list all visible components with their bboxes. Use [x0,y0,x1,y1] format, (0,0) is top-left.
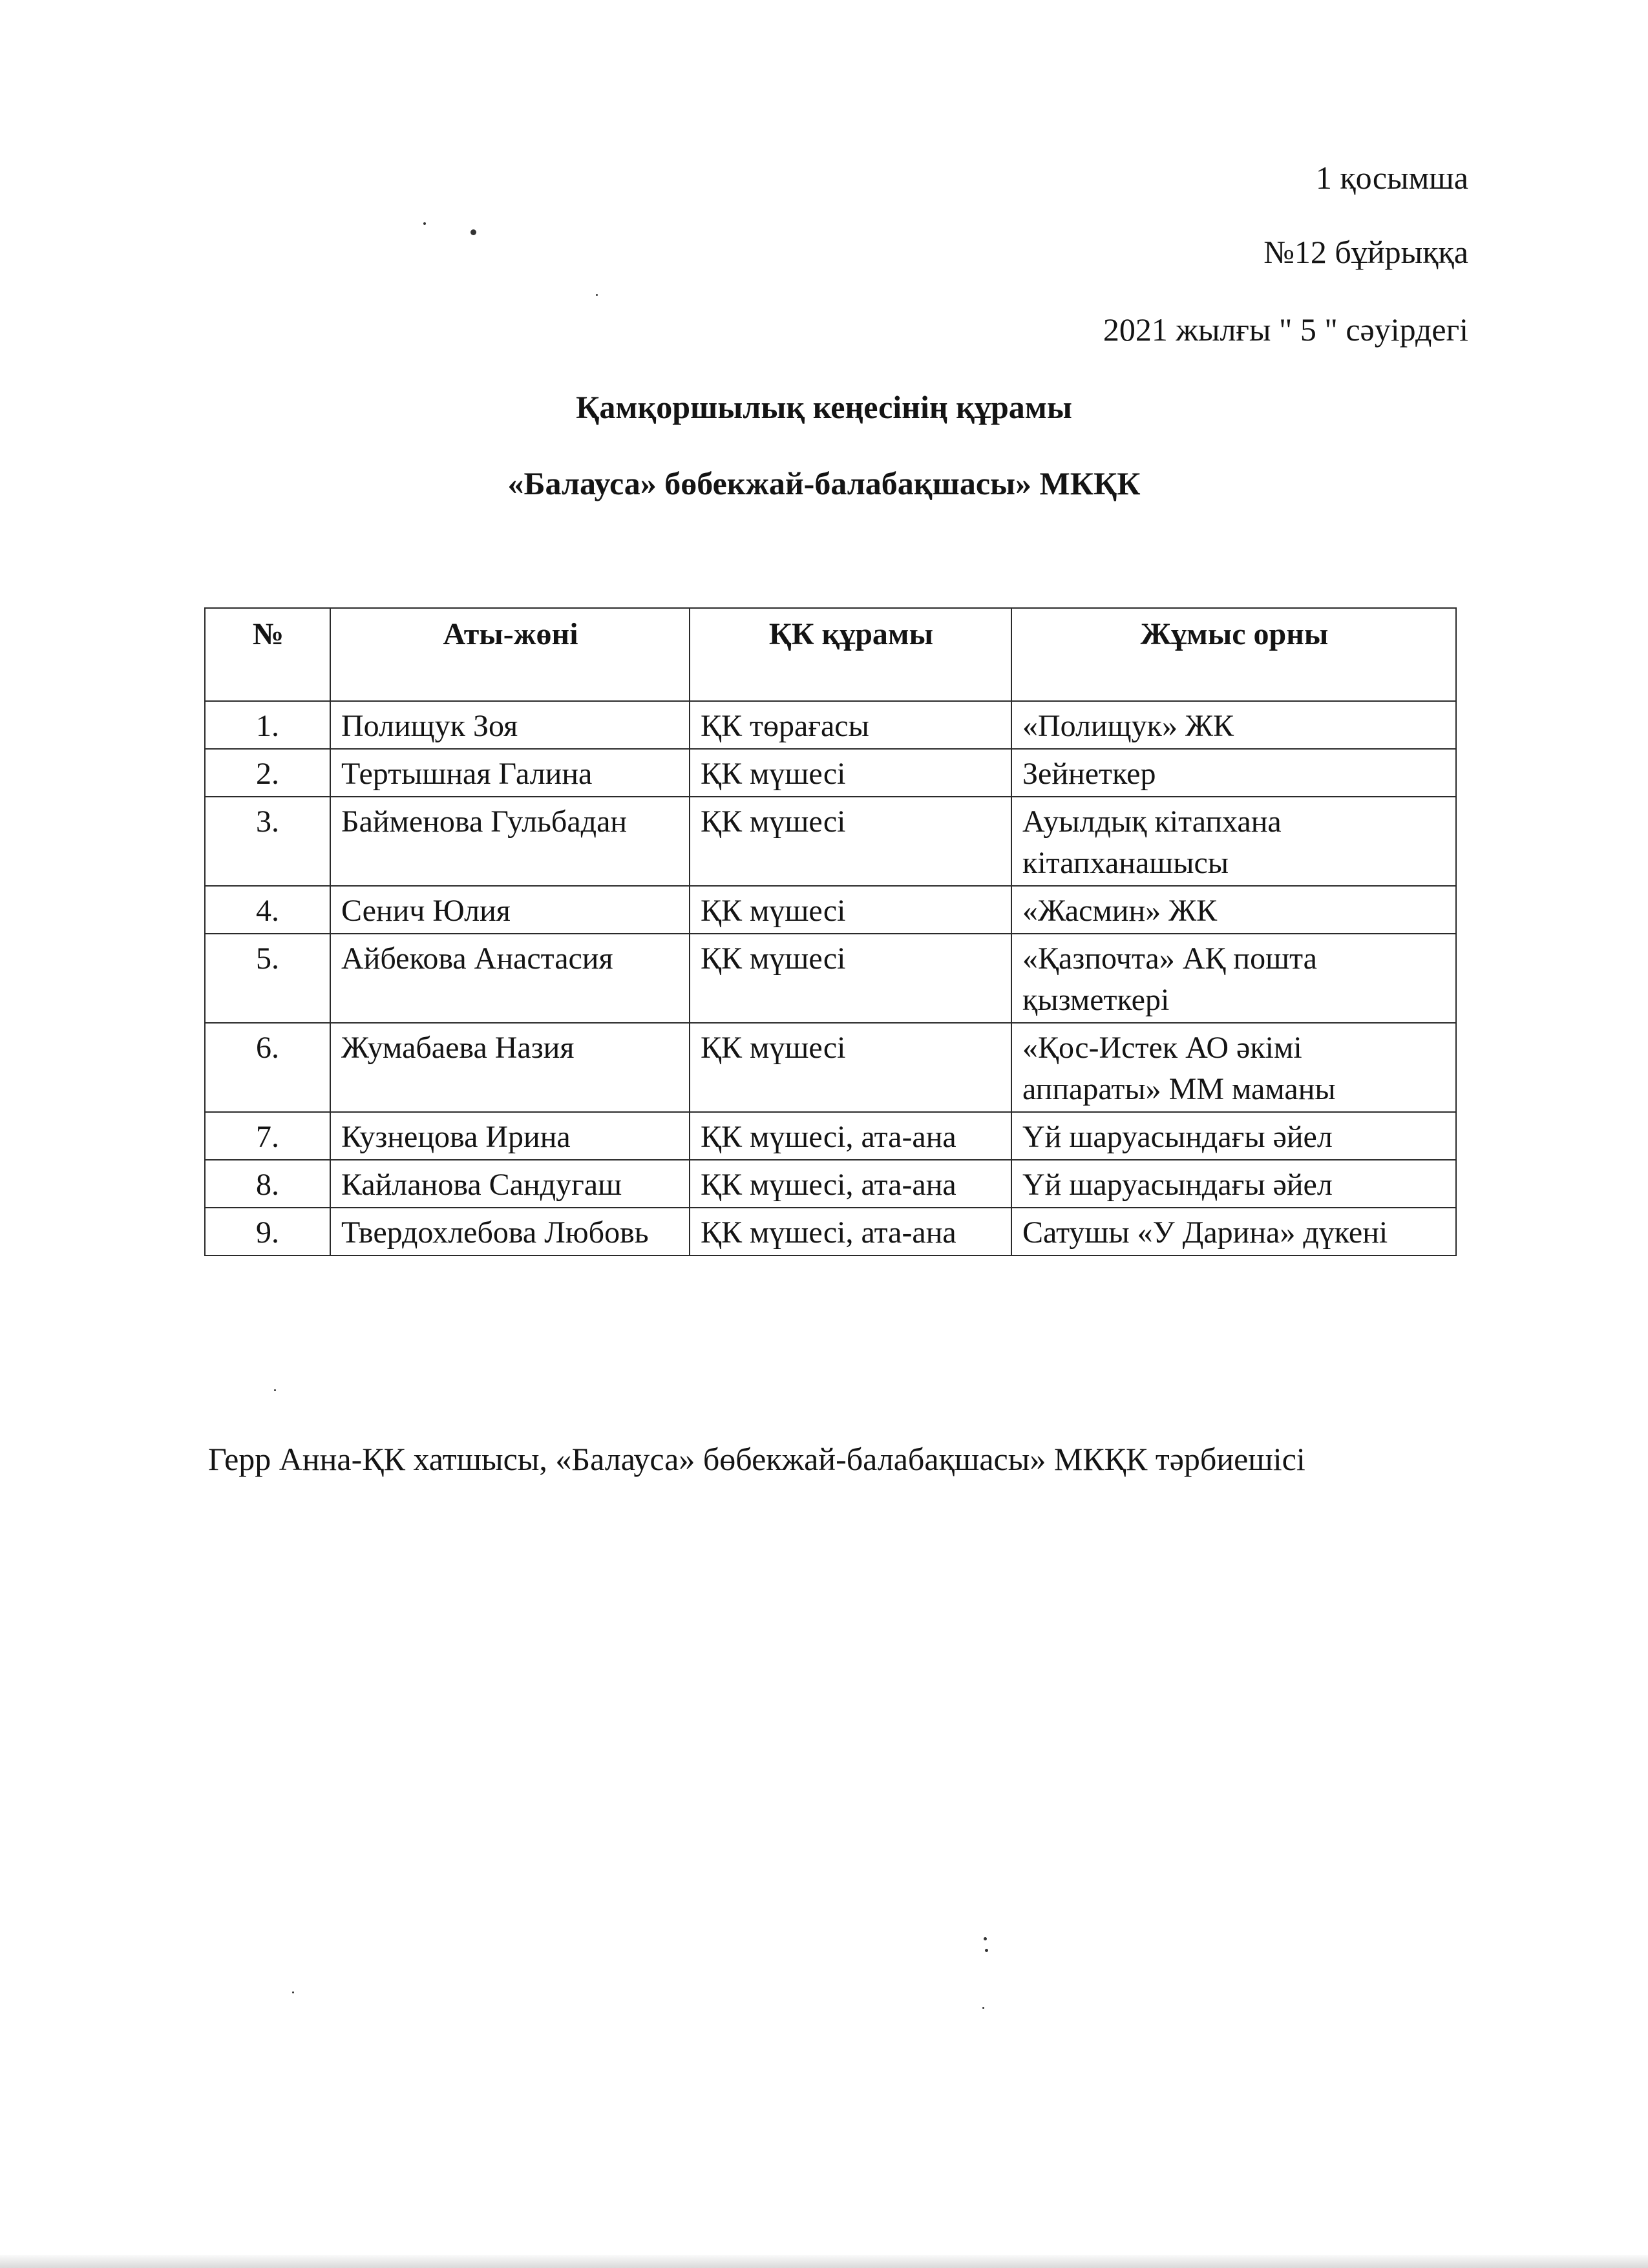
header-workplace: Жұмыс орны [1011,608,1456,701]
scan-speck [470,229,476,235]
cell-num: 1. [205,701,330,749]
cell-name: Айбекова Анастасия [330,934,690,1023]
cell-num: 8. [205,1160,330,1208]
organization-title: «Балауса» бөбекжай-балабақшасы» МКҚК [507,465,1141,501]
cell-name: Твердохлебова Любовь [330,1208,690,1255]
cell-num: 5. [205,934,330,1023]
cell-role: ҚК мүшесі, ата-ана [690,1208,1011,1255]
secretary-note: Герр Анна-ҚК хатшысы, «Балауса» бөбекжай-балабақшасы» МКҚК тәрбиешісі [208,1441,1305,1477]
cell-workplace: Ауылдық кітапхана кітапханашысы [1011,797,1456,886]
table-row [205,701,1456,749]
cell-num: 3. [205,797,330,886]
table-row [205,1160,1456,1208]
table-row [205,749,1456,797]
cell-role: ҚК мүшесі [690,797,1011,886]
cell-name: Кузнецова Ирина [330,1112,690,1160]
table-row [205,1023,1456,1112]
appendix-label: 1 қосымша [1315,160,1468,196]
table-row [205,1112,1456,1160]
cell-workplace: «Қос-Истек АО әкімі аппараты» ММ маманы [1011,1023,1456,1112]
cell-role: ҚК мүшесі [690,934,1011,1023]
document-title: Қамқоршылық кеңесінің құрамы [576,389,1072,425]
cell-name: Байменова Гульбадан [330,797,690,886]
header-name: Аты-жөні [330,608,690,701]
scan-bottom-edge [0,2255,1648,2268]
scan-speck [596,294,598,296]
cell-workplace: Үй шаруасындағы әйел [1011,1112,1456,1160]
cell-workplace: «Қазпочта» АҚ пошта қызметкері [1011,934,1456,1023]
cell-name: Сенич Юлия [330,886,690,934]
cell-role: ҚК төрағасы [690,701,1011,749]
cell-workplace: «Полищук» ЖК [1011,701,1456,749]
cell-num: 2. [205,749,330,797]
cell-role: ҚК мүшесі [690,886,1011,934]
scan-speck [985,1949,988,1952]
scan-speck [274,1389,276,1391]
cell-name: Тертышная Галина [330,749,690,797]
cell-role: ҚК мүшесі, ата-ана [690,1160,1011,1208]
council-members-table [204,607,1457,1256]
cell-num: 4. [205,886,330,934]
scan-speck [423,222,426,225]
table-row [205,934,1456,1023]
order-number: №12 бұйрыққа [1263,234,1468,270]
table-header-row [205,608,1456,701]
table-body [205,701,1456,1255]
table-row [205,797,1456,886]
cell-name: Жумабаева Назия [330,1023,690,1112]
cell-role: ҚК мүшесі [690,1023,1011,1112]
scan-speck [982,2007,984,2009]
scan-speck [984,1937,987,1940]
table-row [205,1208,1456,1255]
cell-workplace: Зейнеткер [1011,749,1456,797]
cell-num: 9. [205,1208,330,1255]
header-number: № [205,608,330,701]
order-date: 2021 жылғы " 5 " сәуірдегі [1103,311,1468,348]
cell-workplace: Үй шаруасындағы әйел [1011,1160,1456,1208]
header-role: ҚК құрамы [690,608,1011,701]
cell-workplace: «Жасмин» ЖК [1011,886,1456,934]
cell-workplace: Сатушы «У Дарина» дүкені [1011,1208,1456,1255]
scan-speck [292,1991,294,1993]
cell-num: 7. [205,1112,330,1160]
cell-num: 6. [205,1023,330,1112]
table-row [205,886,1456,934]
cell-name: Полищук Зоя [330,701,690,749]
cell-role: ҚК мүшесі, ата-ана [690,1112,1011,1160]
cell-name: Кайланова Сандугаш [330,1160,690,1208]
cell-role: ҚК мүшесі [690,749,1011,797]
